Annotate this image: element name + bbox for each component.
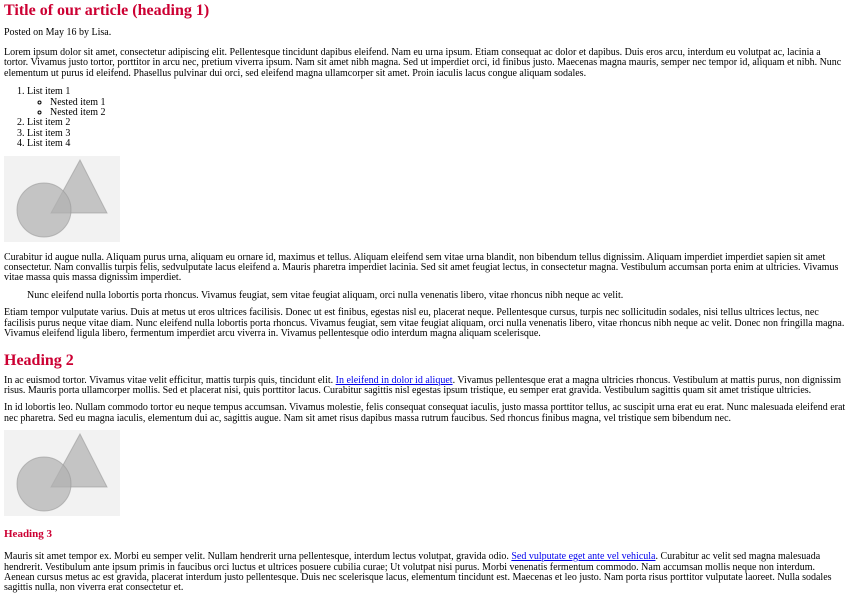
paragraph-2: Curabitur id augue nulla. Aliquam purus urna, aliquam eu ornare id, maximus et tellus. Aliquam eleifend sem vitae urna blandit, non bibendum tellus dignissim. Aliquam imperdiet imperdiet sapien sit amet consectetur. Nam convallis turpis felis, sedvulputate lacus eleifend a. Mauris pharetra imperdiet lacinia. Sed sit amet feugiat lectus, in consectetur magna. Vestibulum accumsan porta enim at ultricies. Vivamus vitae massa quis massa dignissim imperdiet. (4, 251, 839, 284)
nested-list (27, 98, 846, 119)
nested-list-item: ◦ Nested item 2 (50, 108, 846, 118)
list-item (27, 87, 846, 118)
ordered-list (4, 87, 846, 149)
shapes-illustration (4, 430, 120, 516)
paragraph-6-text-before: Mauris sit amet tempor ex. Morbi eu semper velit. Nullam hendrerit urna pellentesque, interdum lectus volutpat, gravida odio. (4, 551, 512, 563)
nested-list-item: ◦ Nested item 1 (50, 98, 846, 108)
paragraph-4 (4, 376, 846, 397)
blockquote: Nunc eleifend nulla lobortis porta rhoncus. Vivamus feugiat, sem vitae feugiat aliquam, orci nulla venenatis libero, vitae rhoncus nibh neque ac velit. (27, 289, 624, 301)
paragraph-1: Lorem ipsum dolor sit amet, consectetur adipiscing elit. Pellentesque tincidunt dapibus eleifend. Nam eu urna ipsum. Etiam consequat ac dolor et dapibus. Duis eros arcu, interdum eu volutpat ac, lacinia a tortor. Vivamus justo tortor, porttitor in arcu nec, pretium viverra ipsum. Nam sit amet nibh magna. Sed ut imperdiet orci, id finibus justo. Maecenas magna mauris, semper nec tempor id, aliquam et nibh. Nunc elementum ut purus id eleifend. Phasellus pulvinar dui orci, sed eleifend magna ullamcorper sit amet. Proin iaculis lacus congue aliquam sodales. (4, 47, 842, 79)
paragraph-4-text-before: In ac euismod tortor. Vivamus vitae velit efficitur, mattis turpis quis, tincidunt elit. (4, 374, 336, 386)
paragraph-3: Etiam tempor vulputate varius. Duis at metus ut eros ultrices facilisis. Donec ut est finibus, egestas nisl eu, placerat neque. Pellentesque cursus, turpis nec sollicitudin sodales, nisi tellus ultrices lectus, nec facilisis purus neque vitae diam. Nunc eleifend nulla lobortis porta rhoncus. Vivamus feugiat, sem vitae feugiat aliquam, orci nulla venenatis libero, vitae rhoncus nibh neque ac velit. Donec non fringilla magna. Vivamus eleifend ligula libero, fermentum imperdiet arcu viverra in. Vivamus pellentesque odio interdum magna aliquam scelerisque. (4, 307, 845, 340)
shapes-illustration (4, 156, 120, 242)
inline-link-2[interactable]: Sed vulputate eget ante vel vehicula (511, 551, 656, 563)
paragraph-5: In id lobortis leo. Nullam commodo tortor eu neque tempus accumsan. Vivamus molestie, felis consequat consequat iaculis, justo massa porttitor tellus, ac suscipit urna erat eu erat. Nunc malesuada eleifend erat nec pharetra. Sed eu magna iaculis, elementum dui ac, sagittis augue. Nam sit amet risus dapibus massa rutrum faucibus. Sed rhoncus finibus magna, vel tristique sem bibendum nec. (4, 402, 846, 424)
paragraph-4-text-after: . Vivamus pellentesque erat a magna ultricies rhoncus. Vestibulum at mattis purus, non dignissim risus. Mauris porta ullamcorper mollis. Sed et placerat nisi, quis porttitor lacus. Curabitur sagittis nisl egestas ipsum tristique, eu semper erat gravida. Vestibulum sagittis quam sit amet tristique ultricies. (4, 374, 841, 396)
placeholder-image-2 (4, 430, 120, 516)
inline-link-1[interactable]: In eleifend in dolor id aliquet (335, 374, 453, 386)
heading-2: Heading 2 (4, 351, 74, 369)
placeholder-image-1 (4, 156, 120, 242)
post-meta: Posted on May 16 by Lisa. (4, 27, 112, 38)
paragraph-6 (4, 552, 846, 594)
list-item: 3. List item 3 (27, 129, 846, 139)
page-title: Title of our article (heading 1) (4, 2, 210, 19)
list-item: 4. List item 4 (27, 139, 846, 149)
list-item: 2. List item 2 (27, 118, 846, 128)
heading-3: Heading 3 (4, 528, 52, 541)
paragraph-6-text-after: . Curabitur ac velit sed magna malesuada hendrerit. Vestibulum ante ipsum primis in faucibus orci luctus et ultrices posuere cubilia curae; Ut volutpat nisi purus. Morbi venenatis fermentum commodo. Nam accumsan mollis neque non interdum. Aenean cursus metus ac est gravida, placerat interdum justo pellentesque. Duis nec scelerisque lacus, elementum tincidunt est. Maecenas et leo justo. Nam porta risus porttitor vulputate laoreet. Nulla sodales sagittis nulla, non viverra erat consectetur et. (4, 551, 832, 594)
list-item-label: List item 1 (27, 86, 71, 98)
